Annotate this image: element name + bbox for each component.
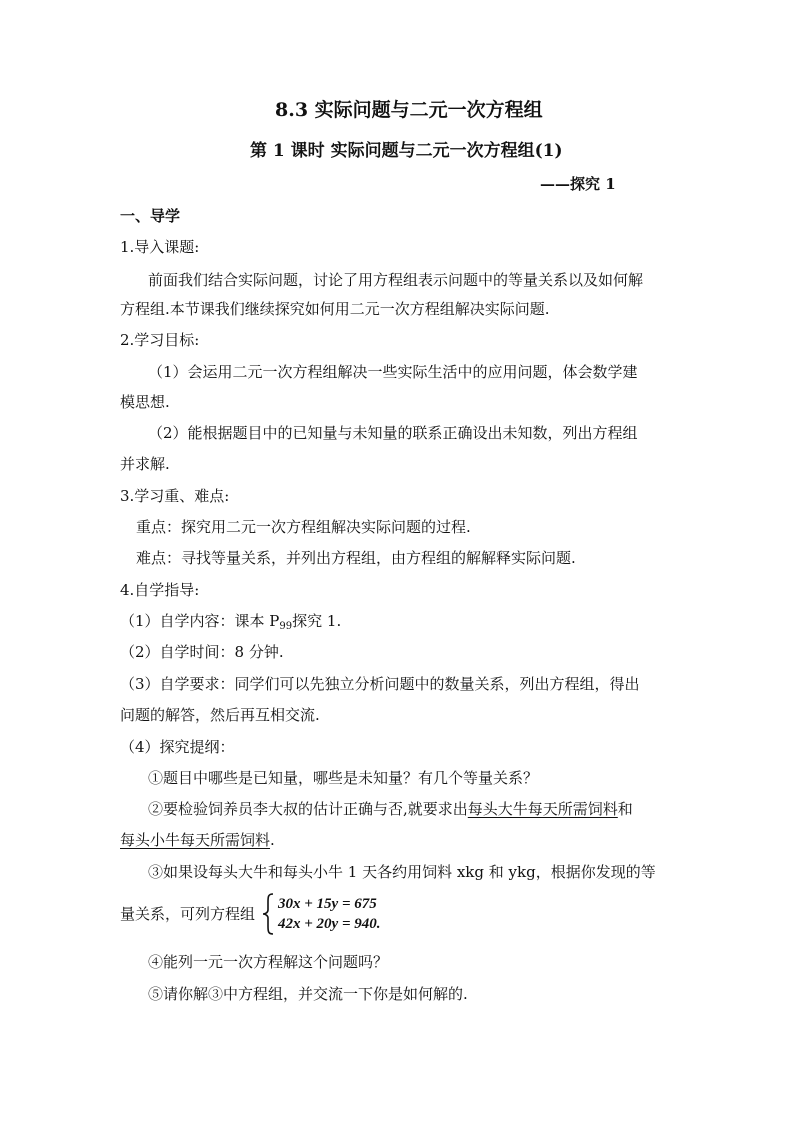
guide-time: （2）自学时间：8 分钟. [120, 643, 284, 661]
guide-content-prefix: （1）自学内容：课本 P [120, 612, 280, 630]
intro-text-line2: 方程组.本节课我们继续探究如何用二元一次方程组解决实际问题. [120, 300, 550, 318]
section-heading: 一、导学 [120, 207, 181, 225]
page-title: 8.3 实际问题与二元一次方程组 [275, 99, 543, 121]
equation-1: 30x + 15y = 675 [278, 896, 377, 912]
lesson-subtitle: 第 1 课时 实际问题与二元一次方程组(1) [250, 141, 563, 161]
outline-q3-line2: 量关系，可列方程组 [120, 905, 256, 923]
keypoints-heading: 3.学习重、难点: [120, 487, 230, 505]
goal-1-line1: （1）会运用二元一次方程组解决一些实际生活中的应用问题，体会数学建 [148, 363, 638, 381]
outline-q2-underlined-2: 每头小牛每天所需饲料 [120, 831, 271, 849]
outline-q2-end: . [270, 831, 275, 849]
goal-2-line2: 并求解. [120, 455, 170, 473]
outline-q2-line1 [148, 799, 633, 819]
goal-1-line2: 模思想. [120, 393, 170, 411]
guide-content [120, 611, 341, 637]
guide-requirement-line2: 问题的解答，然后再互相交流. [120, 706, 320, 724]
guide-content-suffix: 探究 1. [292, 612, 342, 630]
left-brace-icon [262, 893, 274, 935]
outline-q2-line2 [120, 830, 275, 850]
guide-requirement-line1: （3）自学要求：同学们可以先独立分析问题中的数量关系，列出方程组，得出 [120, 675, 640, 693]
outline-q2-and: 和 [617, 800, 633, 818]
equation-system [262, 893, 381, 935]
outline-heading: （4）探究提纲： [120, 738, 235, 756]
intro-text-line1: 前面我们结合实际问题，讨论了用方程组表示问题中的等量关系以及如何解 [148, 271, 644, 289]
intro-heading: 1.导入课题: [120, 238, 200, 256]
guide-heading: 4.自学指导: [120, 581, 200, 599]
outline-q3-line1: ③如果设每头大牛和每头小牛 1 天各约用饲料 xkg 和 ykg，根据你发现的等 [148, 863, 656, 881]
outline-q4: ④能列一元一次方程解这个问题吗？ [148, 953, 389, 971]
key-point: 重点：探究用二元一次方程组解决实际问题的过程. [136, 518, 471, 536]
goal-2-line1: （2）能根据题目中的已知量与未知量的联系正确设出未知数，列出方程组 [148, 424, 638, 442]
outline-q5: ⑤请你解③中方程组，并交流一下你是如何解的. [148, 985, 468, 1003]
outline-q2-underlined-1: 每头大牛每天所需饲料 [467, 800, 618, 818]
guide-content-page: 99 [279, 621, 293, 632]
outline-q1: ①题目中哪些是已知量，哪些是未知量？有几个等量关系？ [148, 769, 539, 787]
equation-list [278, 894, 381, 934]
equation-2: 42x + 20y = 940. [278, 916, 381, 932]
outline-q2-prefix: ②要检验饲养员李大叔的估计正确与否,就要求出 [148, 800, 468, 818]
difficult-point: 难点：寻找等量关系，并列出方程组，由方程组的解解释实际问题. [136, 549, 576, 567]
subtitle-tag: ——探究 1 [540, 175, 616, 193]
goals-heading: 2.学习目标: [120, 331, 200, 349]
